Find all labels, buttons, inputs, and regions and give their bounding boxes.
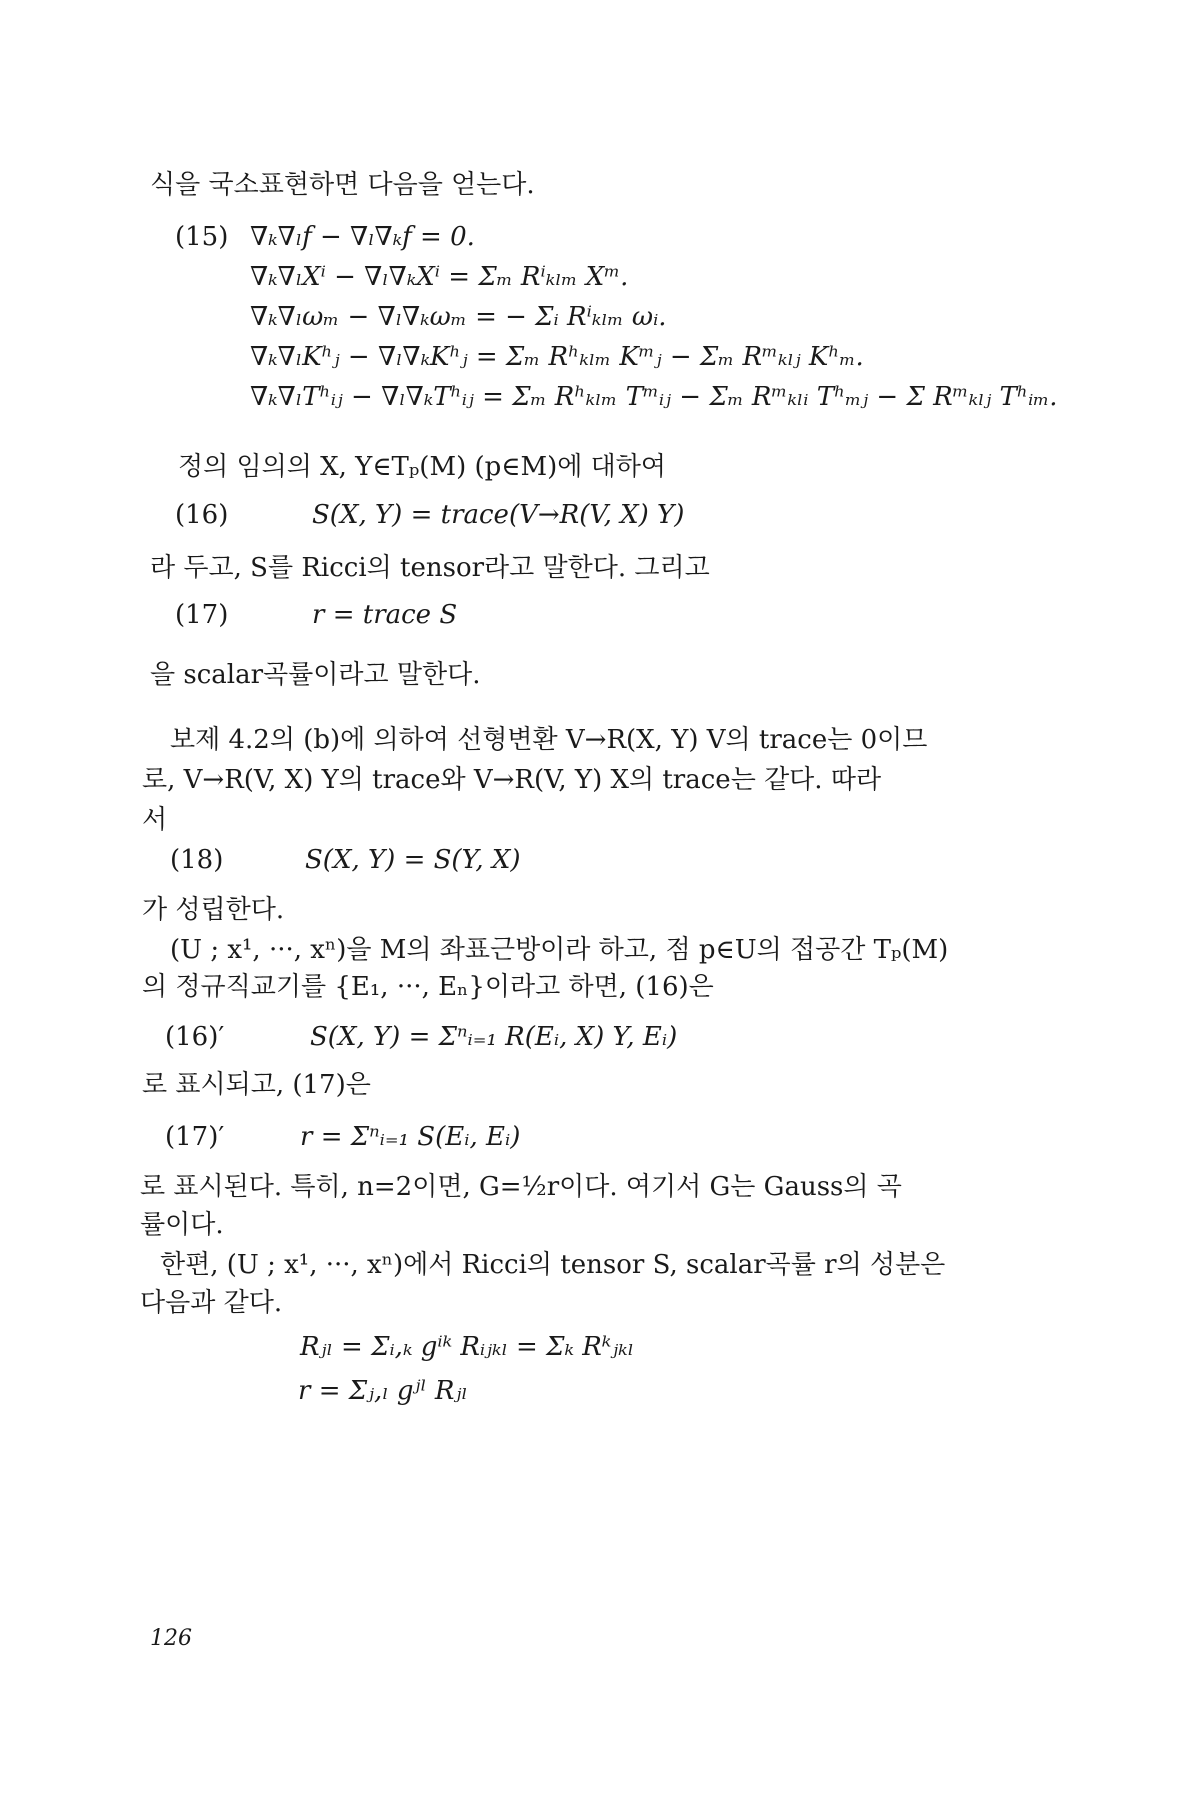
equation-line: ∇ₖ∇ₗKʰⱼ − ∇ₗ∇ₖKʰⱼ = Σₘ Rʰₖₗₘ Kᵐⱼ − Σₘ Rᵐₖₗⱼ Kʰₘ. [250,342,864,372]
paragraph-text: 률이다. [140,1210,224,1240]
equation-tag: (15) [175,222,229,252]
paragraph-text: 서 [142,805,168,835]
equation-line: r = Σⁿᵢ₌₁ S(Eᵢ, Eᵢ) [300,1122,521,1152]
paragraph-text: 한편, (U ; x¹, ···, xⁿ)에서 Ricci의 tensor S, scalar곡률 r의 성분은 [160,1250,946,1280]
paragraph-text: (U ; x¹, ···, xⁿ)을 M의 좌표근방이라 하고, 점 p∈U의 접공간 Tₚ(M) [170,935,949,965]
equation-line: ∇ₖ∇ₗf − ∇ₗ∇ₖf = 0. [250,222,475,252]
definition-text: 정의 임의의 X, Y∈Tₚ(M) (p∈M)에 대하여 [178,452,666,482]
equation-line: Rⱼₗ = Σᵢ,ₖ gⁱᵏ Rᵢⱼₖₗ = Σₖ Rᵏⱼₖₗ [300,1332,634,1362]
paragraph-text: 로, V→R(V, X) Y의 trace와 V→R(V, Y) X의 trace는 같다. 따라 [142,765,882,795]
paragraph-text: 로 표시되고, (17)은 [142,1070,371,1100]
equation-tag: (16)′ [165,1022,225,1052]
equation-line: r = Σⱼ,ₗ gʲˡ Rⱼₗ [298,1376,468,1406]
equation-tag: (18) [170,845,224,875]
equation-line: S(X, Y) = trace(V→R(V, X) Y) [312,500,685,530]
paragraph-text: 다음과 같다. [140,1288,283,1318]
paragraph-text: 가 성립한다. [142,895,285,925]
equation-line: S(X, Y) = Σⁿᵢ₌₁ R(Eᵢ, X) Y, Eᵢ) [310,1022,678,1052]
paragraph-text: 을 scalar곡률이라고 말한다. [150,660,481,690]
paragraph-text: 로 표시된다. 특히, n=2이면, G=½r이다. 여기서 G는 Gauss의 곡 [140,1172,902,1202]
equation-line: ∇ₖ∇ₗωₘ − ∇ₗ∇ₖωₘ = − Σᵢ Rⁱₖₗₘ ωᵢ. [250,302,667,332]
paragraph-text: 보제 4.2의 (b)에 의하여 선형변환 V→R(X, Y) V의 trace는 0이므 [170,725,928,755]
equation-tag: (16) [175,500,229,530]
paragraph-text: 라 두고, S를 Ricci의 tensor라고 말한다. 그리고 [150,553,710,583]
equation-line: ∇ₖ∇ₗXⁱ − ∇ₗ∇ₖXⁱ = Σₘ Rⁱₖₗₘ Xᵐ. [250,262,629,292]
paragraph-text: 의 정규직교기를 {E₁, ···, Eₙ}이라고 하면, (16)은 [142,972,714,1002]
equation-tag: (17) [175,600,229,630]
equation-line: r = trace S [312,600,458,630]
page-number: 126 [150,1626,192,1651]
equation-line: ∇ₖ∇ₗTʰᵢⱼ − ∇ₗ∇ₖTʰᵢⱼ = Σₘ Rʰₖₗₘ Tᵐᵢⱼ − Σₘ Rᵐₖₗᵢ Tʰₘⱼ − Σ Rᵐₖₗⱼ Tʰᵢₘ. [250,382,1058,412]
equation-line: S(X, Y) = S(Y, X) [305,845,521,875]
equation-tag: (17)′ [165,1122,225,1152]
intro-text: 식을 국소표현하면 다음을 얻는다. [150,170,535,200]
